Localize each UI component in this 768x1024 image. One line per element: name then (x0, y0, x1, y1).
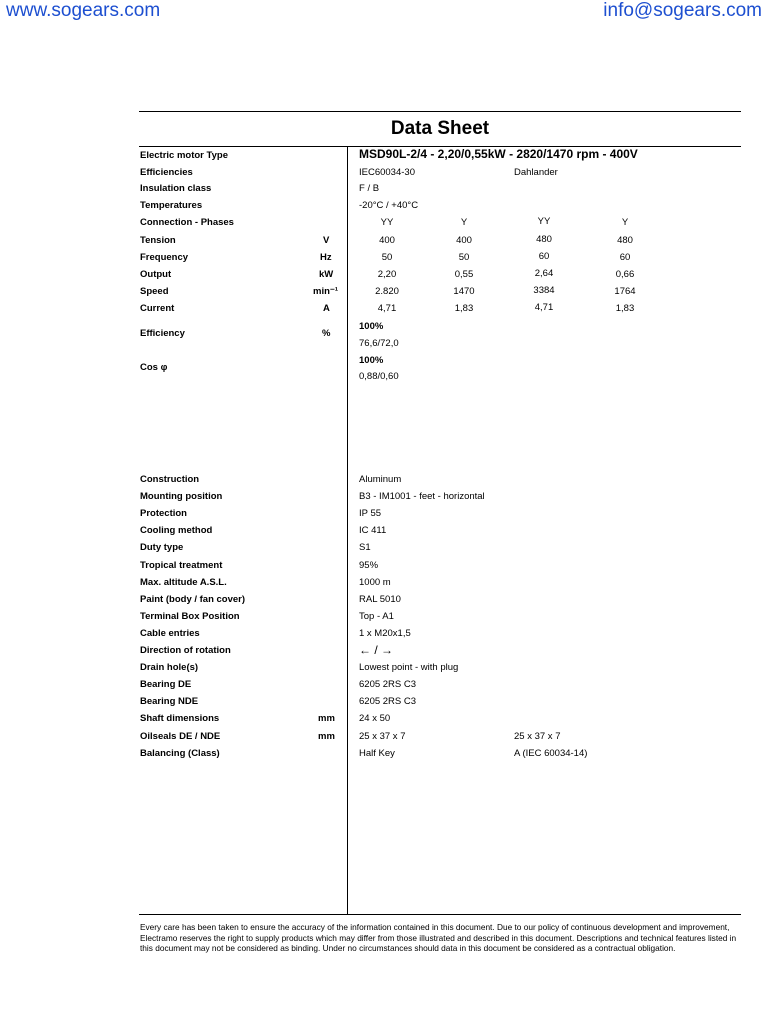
paint-body-fan-cover-value: RAL 5010 (359, 594, 401, 605)
cosphi-value: 0,88/0,60 (359, 371, 399, 382)
current-label: Current (140, 303, 175, 314)
current-unit: A (323, 303, 330, 314)
efficiency-unit: % (322, 328, 331, 339)
shaft-dimensions-value: 24 x 50 (359, 713, 391, 724)
protection-label: Protection (140, 508, 187, 519)
output-value-4: 0,66 (615, 269, 635, 280)
current-value-3: 4,71 (534, 302, 554, 313)
cosphi-label: Cos φ (140, 362, 168, 373)
efficiencies-label: Efficiencies (140, 167, 193, 178)
speed-value-1: 2.820 (375, 286, 399, 297)
speed-value-3: 3384 (533, 285, 555, 296)
balancing-class-value: Half Key (359, 748, 395, 759)
duty-type-value: S1 (359, 542, 371, 553)
frequency-label: Frequency (140, 252, 189, 263)
cable-entries-value: 1 x M20x1,5 (359, 628, 411, 639)
efficiency-load: 100% (359, 321, 384, 332)
current-value-2: 1,83 (454, 303, 474, 314)
tropical-treatment-label: Tropical treatment (140, 560, 223, 571)
output-value-1: 2,20 (377, 269, 397, 280)
connection-label: Connection - Phases (140, 217, 234, 228)
speed-value-4: 1764 (614, 286, 636, 297)
terminal-box-position-label: Terminal Box Position (140, 611, 240, 622)
frequency-value-3: 60 (538, 251, 550, 262)
page-title: Data Sheet (390, 118, 490, 139)
insulation-value: F / B (359, 183, 380, 194)
construction-label: Construction (140, 474, 200, 485)
efficiency-label: Efficiency (140, 328, 185, 339)
top-rule (139, 111, 741, 112)
drain-hole-s-value: Lowest point - with plug (359, 662, 459, 673)
cable-entries-label: Cable entries (140, 628, 200, 639)
motor-type-value: MSD90L-2/4 - 2,20/0,55kW - 2820/1470 rpm - 400V (359, 147, 638, 161)
mounting-position-label: Mounting position (140, 491, 223, 502)
bearing-nde-value: 6205 2RS C3 (359, 696, 417, 707)
output-label: Output (140, 269, 172, 280)
column-divider (347, 146, 348, 914)
shaft-dimensions-label: Shaft dimensions (140, 713, 220, 724)
current-value-4: 1,83 (615, 303, 635, 314)
frequency-value-1: 50 (381, 252, 393, 263)
output-value-2: 0,55 (454, 269, 474, 280)
tension-value-3: 480 (536, 234, 552, 245)
website-link[interactable]: www.sogears.com (6, 0, 161, 21)
bearing-de-value: 6205 2RS C3 (359, 679, 417, 690)
motor-type-label: Electric motor Type (140, 150, 228, 161)
temperatures-label: Temperatures (140, 200, 203, 211)
output-unit: kW (319, 269, 334, 280)
terminal-box-position-value: Top - A1 (359, 611, 394, 622)
current-value-1: 4,71 (377, 303, 397, 314)
disclaimer: Every care has been taken to ensure the accuracy of the information contained in this document. Due to our policy of continuous development and improvement, Electramo reserves the right to supply products which may differ from those illustrated and described in this document. Descriptions and technical features listed in this document may not be considered as binding. Under no circumstances should data in this document be considered as a contractual obligation. (140, 922, 737, 953)
mounting-position-value: B3 - IM1001 - feet - horizontal (359, 491, 485, 502)
bearing-nde-label: Bearing NDE (140, 696, 199, 707)
bearing-de-label: Bearing DE (140, 679, 192, 690)
balancing-class-label: Balancing (Class) (140, 748, 220, 759)
temperatures-value: -20°C / +40°C (359, 200, 419, 211)
direction-of-rotation-value: ← / → (359, 643, 394, 657)
oilseals-de-nde-unit: mm (318, 731, 335, 742)
tension-unit: V (323, 235, 330, 246)
oilseals-de-nde-value: 25 x 37 x 7 (359, 731, 406, 742)
email-link[interactable]: info@sogears.com (603, 0, 762, 21)
connection-col-4: Y (621, 217, 629, 228)
protection-value: IP 55 (359, 508, 382, 519)
tropical-treatment-value: 95% (359, 560, 379, 571)
balancing-class-extra: A (IEC 60034-14) (514, 748, 588, 759)
tension-label: Tension (140, 235, 176, 246)
connection-col-3: YY (537, 216, 551, 227)
max-altitude-a-s-l-value: 1000 m (359, 577, 391, 588)
construction-value: Aluminum (359, 474, 402, 485)
frequency-value-2: 50 (458, 252, 470, 263)
efficiencies-value: IEC60034-30 (359, 167, 415, 178)
duty-type-label: Duty type (140, 542, 184, 553)
efficiency-value: 76,6/72,0 (359, 338, 399, 349)
connection-col-1: YY (380, 217, 394, 228)
paint-body-fan-cover-label: Paint (body / fan cover) (140, 594, 246, 605)
insulation-label: Insulation class (140, 183, 212, 194)
tension-value-4: 480 (617, 235, 633, 246)
oilseals-de-nde-extra: 25 x 37 x 7 (514, 731, 561, 742)
output-value-3: 2,64 (534, 268, 554, 279)
tension-value-1: 400 (379, 235, 395, 246)
cooling-method-label: Cooling method (140, 525, 213, 536)
connection-col-2: Y (460, 217, 468, 228)
frequency-value-4: 60 (619, 252, 631, 263)
bottom-rule (139, 914, 741, 915)
max-altitude-a-s-l-label: Max. altitude A.S.L. (140, 577, 227, 588)
cosphi-load: 100% (359, 355, 384, 366)
direction-of-rotation-label: Direction of rotation (140, 645, 231, 656)
speed-unit: min⁻¹ (313, 286, 339, 297)
drain-hole-s-label: Drain hole(s) (140, 662, 199, 673)
speed-value-2: 1470 (453, 286, 475, 297)
tension-value-2: 400 (456, 235, 472, 246)
frequency-unit: Hz (320, 252, 332, 263)
efficiencies-extra: Dahlander (514, 167, 558, 178)
cooling-method-value: IC 411 (359, 525, 387, 536)
oilseals-de-nde-label: Oilseals DE / NDE (140, 731, 221, 742)
speed-label: Speed (140, 286, 169, 297)
shaft-dimensions-unit: mm (318, 713, 335, 724)
